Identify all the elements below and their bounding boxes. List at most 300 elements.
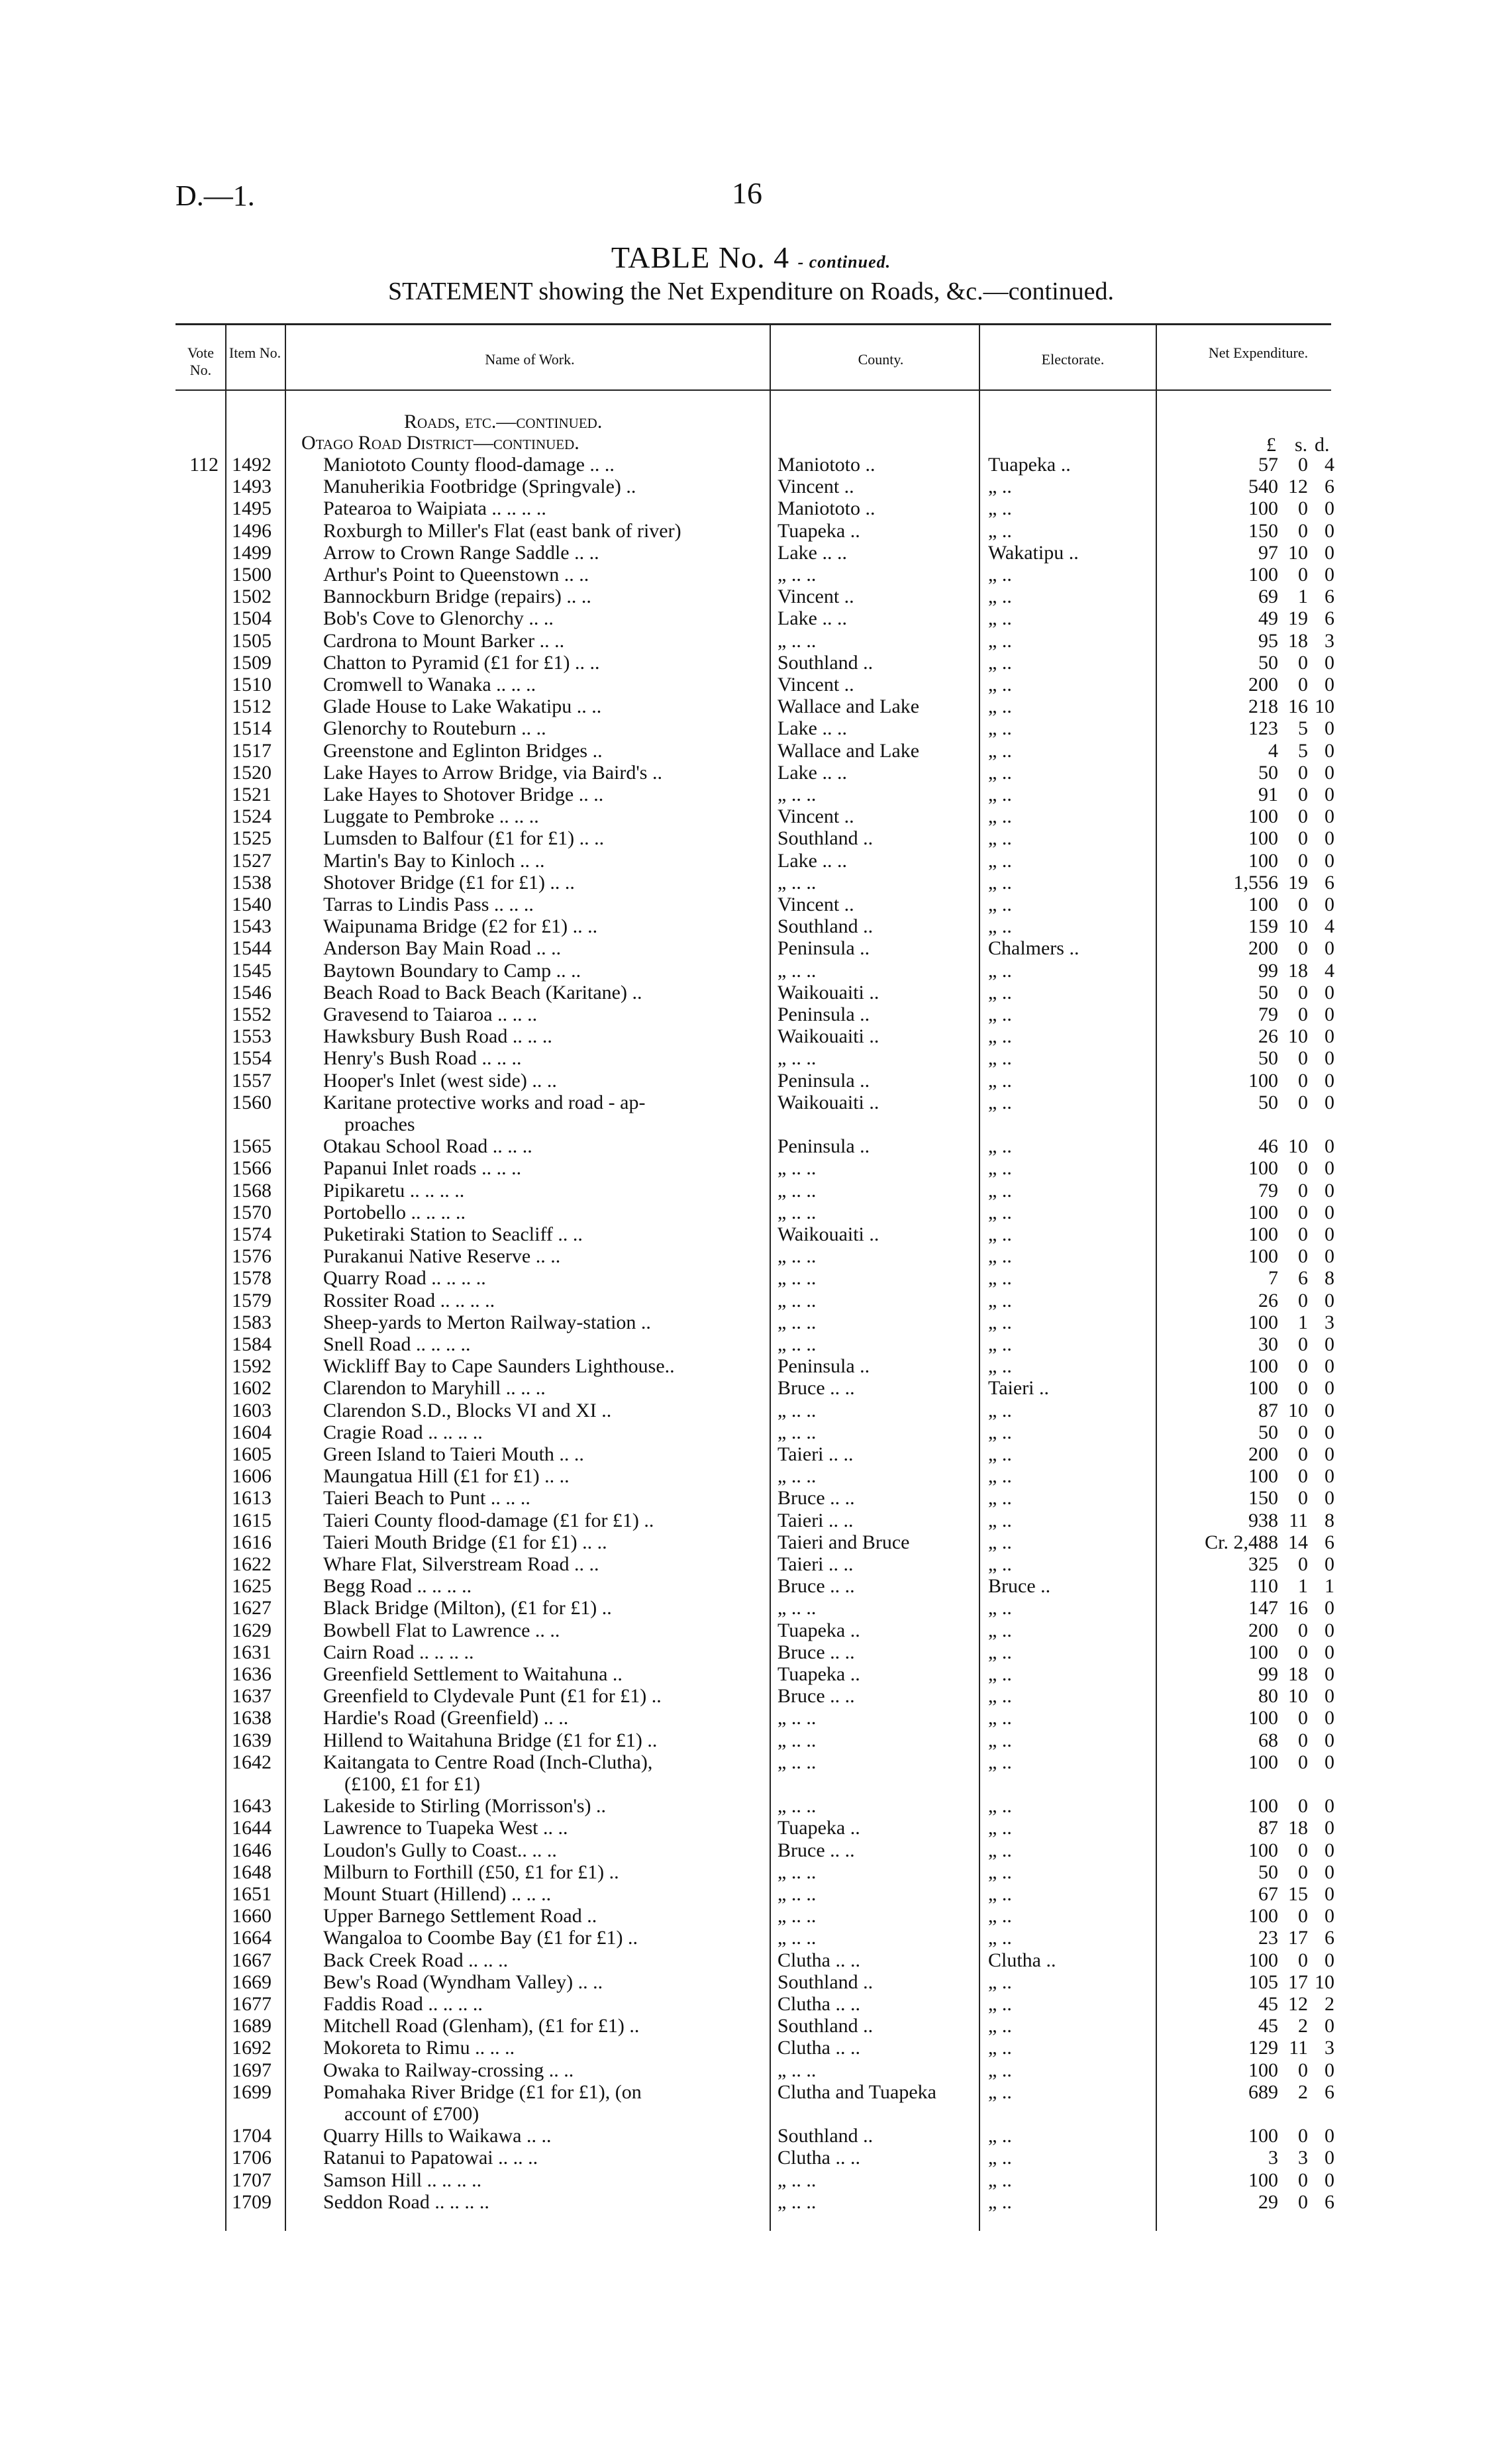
work-name-cell: Mitchell Road (Glenham), (£1 for £1) .. [323, 2015, 640, 2037]
shillings-cell: 10 [1288, 1399, 1308, 1421]
county-cell: Waikouaiti .. [777, 981, 879, 1003]
pence-cell: 0 [1325, 761, 1334, 784]
work-name-cell: Cardrona to Mount Barker .. .. [323, 629, 565, 652]
item-no-cell: 1648 [232, 1861, 272, 1883]
shillings-cell: 19 [1288, 871, 1308, 894]
county-cell: Southland .. [777, 651, 874, 674]
work-name-cell: Wickliff Bay to Cape Saunders Lighthouse.. [323, 1355, 675, 1378]
col-divider [1156, 323, 1157, 2231]
work-name-cell: Bowbell Flat to Lawrence .. .. [323, 1619, 560, 1641]
col-item-no: Item No. [228, 344, 281, 361]
pence-cell: 0 [1325, 1047, 1334, 1070]
pence-cell: 0 [1325, 1091, 1334, 1113]
county-cell: „ .. .. [777, 959, 817, 982]
item-no-cell: 1538 [232, 871, 272, 894]
item-no-cell: 1604 [232, 1421, 272, 1443]
work-name-cell: Quarry Road .. .. .. .. [323, 1267, 486, 1290]
work-name-cell: Kaitangata to Centre Road (Inch-Clutha), [323, 1751, 653, 1773]
shillings-cell: 17 [1288, 1927, 1308, 1949]
item-no-cell: 1492 [232, 454, 272, 476]
pence-cell: 8 [1325, 1267, 1334, 1290]
work-name-cell: Shotover Bridge (£1 for £1) .. .. [323, 871, 575, 894]
item-no-cell: 1704 [232, 2125, 272, 2147]
item-no-cell: 1560 [232, 1091, 272, 1113]
shillings-cell: 1 [1298, 586, 1308, 608]
shillings-cell: 17 [1288, 1971, 1308, 1993]
item-no-cell: 1615 [232, 1509, 272, 1531]
shillings-cell: 1 [1298, 1575, 1308, 1598]
county-cell: „ .. .. [777, 1707, 817, 1729]
work-name-cell: Lake Hayes to Arrow Bridge, via Baird's .. [323, 761, 662, 784]
shillings-cell: 0 [1298, 1443, 1308, 1465]
county-cell: Tuapeka .. [777, 1619, 860, 1641]
electorate-cell: „ .. [988, 476, 1012, 498]
item-no-cell: 1543 [232, 915, 272, 938]
electorate-cell: „ .. [988, 1927, 1012, 1949]
pence-cell: 0 [1325, 1949, 1334, 1971]
work-name-cell: Whare Flat, Silverstream Road .. .. [323, 1553, 599, 1575]
work-name-cell: Hillend to Waitahuna Bridge (£1 for £1) .. [323, 1729, 658, 1751]
pence-cell: 0 [1325, 717, 1334, 740]
col-divider [225, 323, 226, 2231]
shillings-cell: 0 [1298, 1201, 1308, 1223]
item-no-cell: 1707 [232, 2169, 272, 2191]
work-name-cell: Karitane protective works and road - ap- [323, 1091, 646, 1113]
electorate-cell: Bruce .. [988, 1575, 1051, 1598]
electorate-cell: „ .. [988, 2190, 1012, 2213]
work-name-cell: Hooper's Inlet (west side) .. .. [323, 1069, 557, 1092]
pence-cell: 0 [1325, 541, 1334, 564]
pounds-cell: 69 [1258, 586, 1278, 608]
work-name-cell: Milburn to Forthill (£50, £1 for £1) .. [323, 1861, 619, 1883]
item-no-cell: 1603 [232, 1399, 272, 1421]
work-name-cell: Cragie Road .. .. .. .. [323, 1421, 483, 1443]
work-name-cell: Greenfield Settlement to Waitahuna .. [323, 1663, 623, 1685]
electorate-cell: „ .. [988, 1333, 1012, 1355]
shillings-cell: 0 [1298, 1729, 1308, 1751]
shillings-cell: 18 [1288, 1663, 1308, 1685]
electorate-cell: „ .. [988, 1729, 1012, 1751]
pence-cell: 4 [1325, 454, 1334, 476]
work-name-cell: Ratanui to Papatowai .. .. .. [323, 2147, 538, 2169]
electorate-cell: Wakatipu .. [988, 541, 1079, 564]
electorate-cell: „ .. [988, 2059, 1012, 2081]
pounds-cell: 200 [1248, 674, 1278, 695]
shillings-cell: 0 [1298, 564, 1308, 586]
item-no-cell: 1613 [232, 1487, 272, 1510]
col-vote-no: Vote No. [187, 344, 214, 378]
electorate-cell: „ .. [988, 2037, 1012, 2059]
work-name-cell: Henry's Bush Road .. .. .. [323, 1047, 522, 1070]
work-name-cell: Taieri Beach to Punt .. .. .. [323, 1487, 530, 1510]
electorate-cell: „ .. [988, 915, 1012, 938]
shillings-cell: 0 [1298, 1465, 1308, 1488]
work-name-cell: Martin's Bay to Kinloch .. .. [323, 849, 545, 872]
pounds-cell: 97 [1258, 541, 1278, 564]
electorate-cell: „ .. [988, 739, 1012, 762]
county-cell: „ .. .. [777, 1311, 817, 1333]
electorate-cell: „ .. [988, 805, 1012, 828]
pence-cell: 10 [1315, 1971, 1334, 1993]
electorate-cell: „ .. [988, 497, 1012, 520]
shillings-cell: 0 [1298, 454, 1308, 476]
shillings-cell: 0 [1298, 497, 1308, 520]
pounds-cell: 100 [1248, 564, 1278, 586]
pence-cell: 0 [1325, 805, 1334, 828]
shillings-cell: 19 [1288, 607, 1308, 630]
pounds-cell: 100 [1248, 1795, 1278, 1818]
shillings-cell: 0 [1298, 1421, 1308, 1443]
pence-cell: 0 [1325, 674, 1334, 695]
electorate-cell: „ .. [988, 1707, 1012, 1729]
shillings-cell: 0 [1298, 1487, 1308, 1510]
electorate-cell: „ .. [988, 607, 1012, 630]
item-no-cell: 1517 [232, 739, 272, 762]
pounds-cell: Cr. 2,488 [1205, 1531, 1278, 1553]
pounds-cell: 57 [1258, 454, 1278, 476]
county-cell: Lake .. .. [777, 607, 847, 630]
work-name-cell: Owaka to Railway-crossing .. .. [323, 2059, 574, 2081]
pounds-cell: 4 [1268, 739, 1278, 762]
pounds-cell: 50 [1258, 1047, 1278, 1070]
item-no-cell: 1512 [232, 695, 272, 718]
col-net-expenditure: Net Expenditure. [1208, 344, 1309, 361]
pounds-cell: 110 [1249, 1575, 1278, 1598]
pence-cell: 0 [1325, 1619, 1334, 1641]
statement-heading: STATEMENT showing the Net Expenditure on Roads, &c.—continued. [388, 278, 1114, 305]
electorate-cell: „ .. [988, 1883, 1012, 1905]
item-no-cell: 1627 [232, 1597, 272, 1619]
item-no-cell: 1602 [232, 1377, 272, 1400]
county-cell: „ .. .. [777, 629, 817, 652]
electorate-cell: „ .. [988, 2125, 1012, 2147]
electorate-cell: „ .. [988, 1311, 1012, 1333]
pounds-cell: 7 [1268, 1267, 1278, 1290]
county-cell: „ .. .. [777, 1289, 817, 1311]
county-cell: Peninsula .. [777, 1003, 870, 1025]
electorate-cell: „ .. [988, 1399, 1012, 1421]
pounds-cell: 100 [1248, 1465, 1278, 1488]
item-no-cell: 1639 [232, 1729, 272, 1751]
header-top-rule [175, 323, 1331, 325]
electorate-cell: „ .. [988, 1641, 1012, 1663]
pence-cell: 0 [1325, 2059, 1334, 2081]
electorate-cell: „ .. [988, 2169, 1012, 2191]
pence-cell: 0 [1325, 497, 1334, 520]
county-cell: „ .. .. [777, 1179, 817, 1202]
shillings-cell: 10 [1288, 1025, 1308, 1048]
work-name-cell: Faddis Road .. .. .. .. [323, 1993, 483, 2015]
pounds-cell: 200 [1248, 937, 1278, 960]
work-name-cell: Clarendon S.D., Blocks VI and XI .. [323, 1399, 612, 1421]
county-cell: Bruce .. .. [777, 1575, 855, 1598]
pence-cell: 0 [1325, 849, 1334, 872]
page-number: 16 [732, 176, 762, 210]
electorate-cell: „ .. [988, 717, 1012, 740]
table-title [0, 240, 1502, 275]
item-no-cell: 1692 [232, 2037, 272, 2059]
shillings-cell: 2 [1298, 2015, 1308, 2037]
pounds-cell: 100 [1248, 1223, 1278, 1245]
item-no-cell: 1660 [232, 1905, 272, 1927]
pence-cell: 0 [1325, 519, 1334, 542]
pence-cell: 0 [1325, 1707, 1334, 1729]
pounds-cell: 100 [1248, 1641, 1278, 1663]
pounds-cell: 99 [1258, 1663, 1278, 1685]
county-cell: Maniototo .. [777, 497, 876, 520]
pounds-cell: 105 [1248, 1971, 1278, 1993]
shillings-cell: 5 [1298, 717, 1308, 740]
pounds-cell: 540 [1248, 476, 1278, 498]
pounds-cell: 100 [1248, 497, 1278, 520]
electorate-cell: „ .. [988, 1003, 1012, 1025]
shillings-cell: 18 [1288, 1817, 1308, 1839]
electorate-cell: „ .. [988, 629, 1012, 652]
pounds-cell: 99 [1258, 959, 1278, 982]
shillings-cell: 0 [1298, 1069, 1308, 1092]
pounds-cell: 123 [1248, 717, 1278, 740]
county-cell: Wallace and Lake [777, 695, 920, 718]
shillings-cell: 0 [1298, 827, 1308, 850]
electorate-cell: „ .. [988, 1839, 1012, 1861]
shillings-cell: 16 [1288, 695, 1308, 718]
item-no-cell: 1584 [232, 1333, 272, 1355]
work-name-cell: Papanui Inlet roads .. .. .. [323, 1157, 522, 1180]
pounds-cell: 100 [1248, 827, 1278, 850]
county-cell: „ .. .. [777, 1465, 817, 1488]
electorate-cell: „ .. [988, 1685, 1012, 1708]
work-name-cell: Sheep-yards to Merton Railway-station .. [323, 1311, 651, 1333]
shillings-cell: 0 [1298, 2169, 1308, 2191]
county-cell: „ .. .. [777, 1861, 817, 1883]
pounds-cell: 100 [1248, 805, 1278, 828]
shillings-cell: 0 [1298, 1377, 1308, 1400]
item-no-cell: 1667 [232, 1949, 272, 1971]
pence-cell: 6 [1325, 586, 1334, 608]
electorate-cell: „ .. [988, 1487, 1012, 1510]
county-cell: Clutha .. .. [777, 1993, 860, 2015]
electorate-cell: „ .. [988, 1421, 1012, 1443]
county-cell: „ .. .. [777, 2190, 817, 2213]
electorate-cell: „ .. [988, 959, 1012, 982]
electorate-cell: „ .. [988, 519, 1012, 542]
item-no-cell: 1669 [232, 1971, 272, 1993]
electorate-cell: „ .. [988, 651, 1012, 674]
work-name-cell: Maniototo County flood-damage .. .. [323, 454, 615, 476]
county-cell: Tuapeka .. [777, 519, 860, 542]
county-cell: Taieri .. .. [777, 1553, 854, 1575]
work-name-cell: Patearoa to Waipiata .. .. .. .. [323, 497, 546, 520]
item-no-cell: 1576 [232, 1245, 272, 1268]
item-no-cell: 1509 [232, 651, 272, 674]
work-name-cell: Pipikaretu .. .. .. .. [323, 1179, 465, 1202]
electorate-cell: „ .. [988, 827, 1012, 850]
electorate-cell: Taieri .. [988, 1377, 1050, 1400]
shillings-cell: 0 [1298, 1707, 1308, 1729]
shillings-cell: 15 [1288, 1883, 1308, 1905]
item-no-cell: 1504 [232, 607, 272, 630]
shillings-cell: 0 [1298, 1619, 1308, 1641]
work-name-cell: Lumsden to Balfour (£1 for £1) .. .. [323, 827, 605, 850]
pence-cell: 6 [1325, 1927, 1334, 1949]
shillings-cell: 0 [1298, 1795, 1308, 1818]
county-cell: Bruce .. .. [777, 1487, 855, 1510]
item-no-cell: 1642 [232, 1751, 272, 1773]
electorate-cell: „ .. [988, 1355, 1012, 1378]
shillings-cell: 0 [1298, 1157, 1308, 1180]
pounds-cell: 30 [1258, 1333, 1278, 1355]
pence-cell: 3 [1325, 1311, 1334, 1333]
pence-cell: 6 [1325, 476, 1334, 498]
item-no-cell: 1552 [232, 1003, 272, 1025]
county-cell: „ .. .. [777, 564, 817, 586]
pence-cell: 6 [1325, 871, 1334, 894]
item-no-cell: 1553 [232, 1025, 272, 1048]
col-divider [770, 323, 771, 2231]
county-cell: „ .. .. [777, 871, 817, 894]
pounds-cell: 100 [1248, 1311, 1278, 1333]
pence-cell: 0 [1325, 1883, 1334, 1905]
pounds-cell: 218 [1248, 695, 1278, 718]
electorate-cell: „ .. [988, 1223, 1012, 1245]
currency-shillings: s. [1295, 434, 1308, 456]
pence-cell: 0 [1325, 564, 1334, 586]
county-cell: Vincent .. [777, 674, 854, 695]
work-name-continuation: account of £700) [344, 2103, 479, 2125]
shillings-cell: 0 [1298, 1861, 1308, 1883]
item-no-cell: 1579 [232, 1289, 272, 1311]
item-no-cell: 1525 [232, 827, 272, 850]
county-cell: Lake .. .. [777, 761, 847, 784]
shillings-cell: 11 [1289, 1509, 1308, 1531]
pence-cell: 0 [1325, 1333, 1334, 1355]
electorate-cell: „ .. [988, 1795, 1012, 1818]
pence-cell: 0 [1325, 1069, 1334, 1092]
work-name-cell: Quarry Hills to Waikawa .. .. [323, 2125, 552, 2147]
pounds-cell: 100 [1248, 1157, 1278, 1180]
work-name-cell: Upper Barnego Settlement Road .. [323, 1905, 597, 1927]
shillings-cell: 0 [1298, 1333, 1308, 1355]
pounds-cell: 87 [1258, 1817, 1278, 1839]
electorate-cell: „ .. [988, 1443, 1012, 1465]
pounds-cell: 50 [1258, 981, 1278, 1003]
electorate-cell: „ .. [988, 1971, 1012, 1993]
item-no-cell: 1689 [232, 2015, 272, 2037]
pence-cell: 0 [1325, 1817, 1334, 1839]
pounds-cell: 79 [1258, 1003, 1278, 1025]
electorate-cell: „ .. [988, 674, 1012, 695]
item-no-cell: 1570 [232, 1201, 272, 1223]
pounds-cell: 1,556 [1233, 871, 1278, 894]
shillings-cell: 18 [1288, 959, 1308, 982]
pence-cell: 0 [1325, 1157, 1334, 1180]
county-cell: Southland .. [777, 1971, 874, 1993]
county-cell: Bruce .. .. [777, 1377, 855, 1400]
col-name-of-work: Name of Work. [485, 351, 575, 368]
shillings-cell: 0 [1298, 784, 1308, 805]
county-cell: Peninsula .. [777, 1069, 870, 1092]
work-name-cell: Lake Hayes to Shotover Bridge .. .. [323, 784, 604, 805]
electorate-cell: „ .. [988, 849, 1012, 872]
electorate-cell: „ .. [988, 564, 1012, 586]
county-cell: „ .. .. [777, 1245, 817, 1268]
pence-cell: 0 [1325, 1201, 1334, 1223]
pounds-cell: 45 [1258, 1993, 1278, 2015]
shillings-cell: 1 [1298, 1311, 1308, 1333]
work-name-cell: Wangaloa to Coombe Bay (£1 for £1) .. [323, 1927, 638, 1949]
pence-cell: 3 [1325, 2037, 1334, 2059]
item-no-cell: 1606 [232, 1465, 272, 1488]
shillings-cell: 0 [1298, 1003, 1308, 1025]
work-name-cell: Mokoreta to Rimu .. .. .. [323, 2037, 515, 2059]
item-no-cell: 1514 [232, 717, 272, 740]
electorate-cell: „ .. [988, 1817, 1012, 1839]
electorate-cell: Clutha .. [988, 1949, 1056, 1971]
county-cell: Taieri .. .. [777, 1509, 854, 1531]
pence-cell: 0 [1325, 2125, 1334, 2147]
work-name-continuation: (£100, £1 for £1) [344, 1773, 480, 1795]
electorate-cell: „ .. [988, 1905, 1012, 1927]
pounds-cell: 100 [1248, 2059, 1278, 2081]
county-cell: Tuapeka .. [777, 1817, 860, 1839]
pence-cell: 0 [1325, 1025, 1334, 1048]
shillings-cell: 0 [1298, 1355, 1308, 1378]
col-county: County. [858, 351, 904, 368]
work-name-cell: Anderson Bay Main Road .. .. [323, 937, 562, 960]
county-cell: Clutha .. .. [777, 1949, 860, 1971]
item-no-cell: 1709 [232, 2190, 272, 2213]
pence-cell: 0 [1325, 1421, 1334, 1443]
pence-cell: 0 [1325, 1377, 1334, 1400]
work-name-cell: Chatton to Pyramid (£1 for £1) .. .. [323, 651, 600, 674]
col-divider [979, 323, 980, 2231]
item-no-cell: 1644 [232, 1817, 272, 1839]
work-name-cell: Lakeside to Stirling (Morrisson's) .. [323, 1795, 607, 1818]
county-cell: „ .. .. [777, 1883, 817, 1905]
county-cell: Tuapeka .. [777, 1663, 860, 1685]
pounds-cell: 100 [1248, 1069, 1278, 1092]
shillings-cell: 5 [1298, 739, 1308, 762]
work-name-cell: Glenorchy to Routeburn .. .. [323, 717, 546, 740]
pounds-cell: 325 [1248, 1553, 1278, 1575]
electorate-cell: „ .. [988, 1663, 1012, 1685]
county-cell: Southland .. [777, 915, 874, 938]
pounds-cell: 938 [1248, 1509, 1278, 1531]
shillings-cell: 0 [1298, 1553, 1308, 1575]
pounds-cell: 67 [1258, 1883, 1278, 1905]
pounds-cell: 100 [1248, 1839, 1278, 1861]
electorate-cell: „ .. [988, 1091, 1012, 1113]
item-no-cell: 1578 [232, 1267, 272, 1290]
shillings-cell: 0 [1298, 2059, 1308, 2081]
shillings-cell: 0 [1298, 937, 1308, 960]
county-cell: „ .. .. [777, 1751, 817, 1773]
item-no-cell: 1664 [232, 1927, 272, 1949]
item-no-cell: 1629 [232, 1619, 272, 1641]
pounds-cell: 689 [1248, 2080, 1278, 2103]
county-cell: „ .. .. [777, 1157, 817, 1180]
item-no-cell: 1638 [232, 1707, 272, 1729]
shillings-cell: 12 [1288, 1993, 1308, 2015]
pence-cell: 10 [1315, 695, 1334, 718]
item-no-cell: 1568 [232, 1179, 272, 1202]
pounds-cell: 80 [1258, 1685, 1278, 1708]
shillings-cell: 2 [1298, 2080, 1308, 2103]
county-cell: Waikouaiti .. [777, 1091, 879, 1113]
item-no-cell: 1510 [232, 674, 272, 695]
pence-cell: 0 [1325, 1905, 1334, 1927]
pence-cell: 0 [1325, 2015, 1334, 2037]
